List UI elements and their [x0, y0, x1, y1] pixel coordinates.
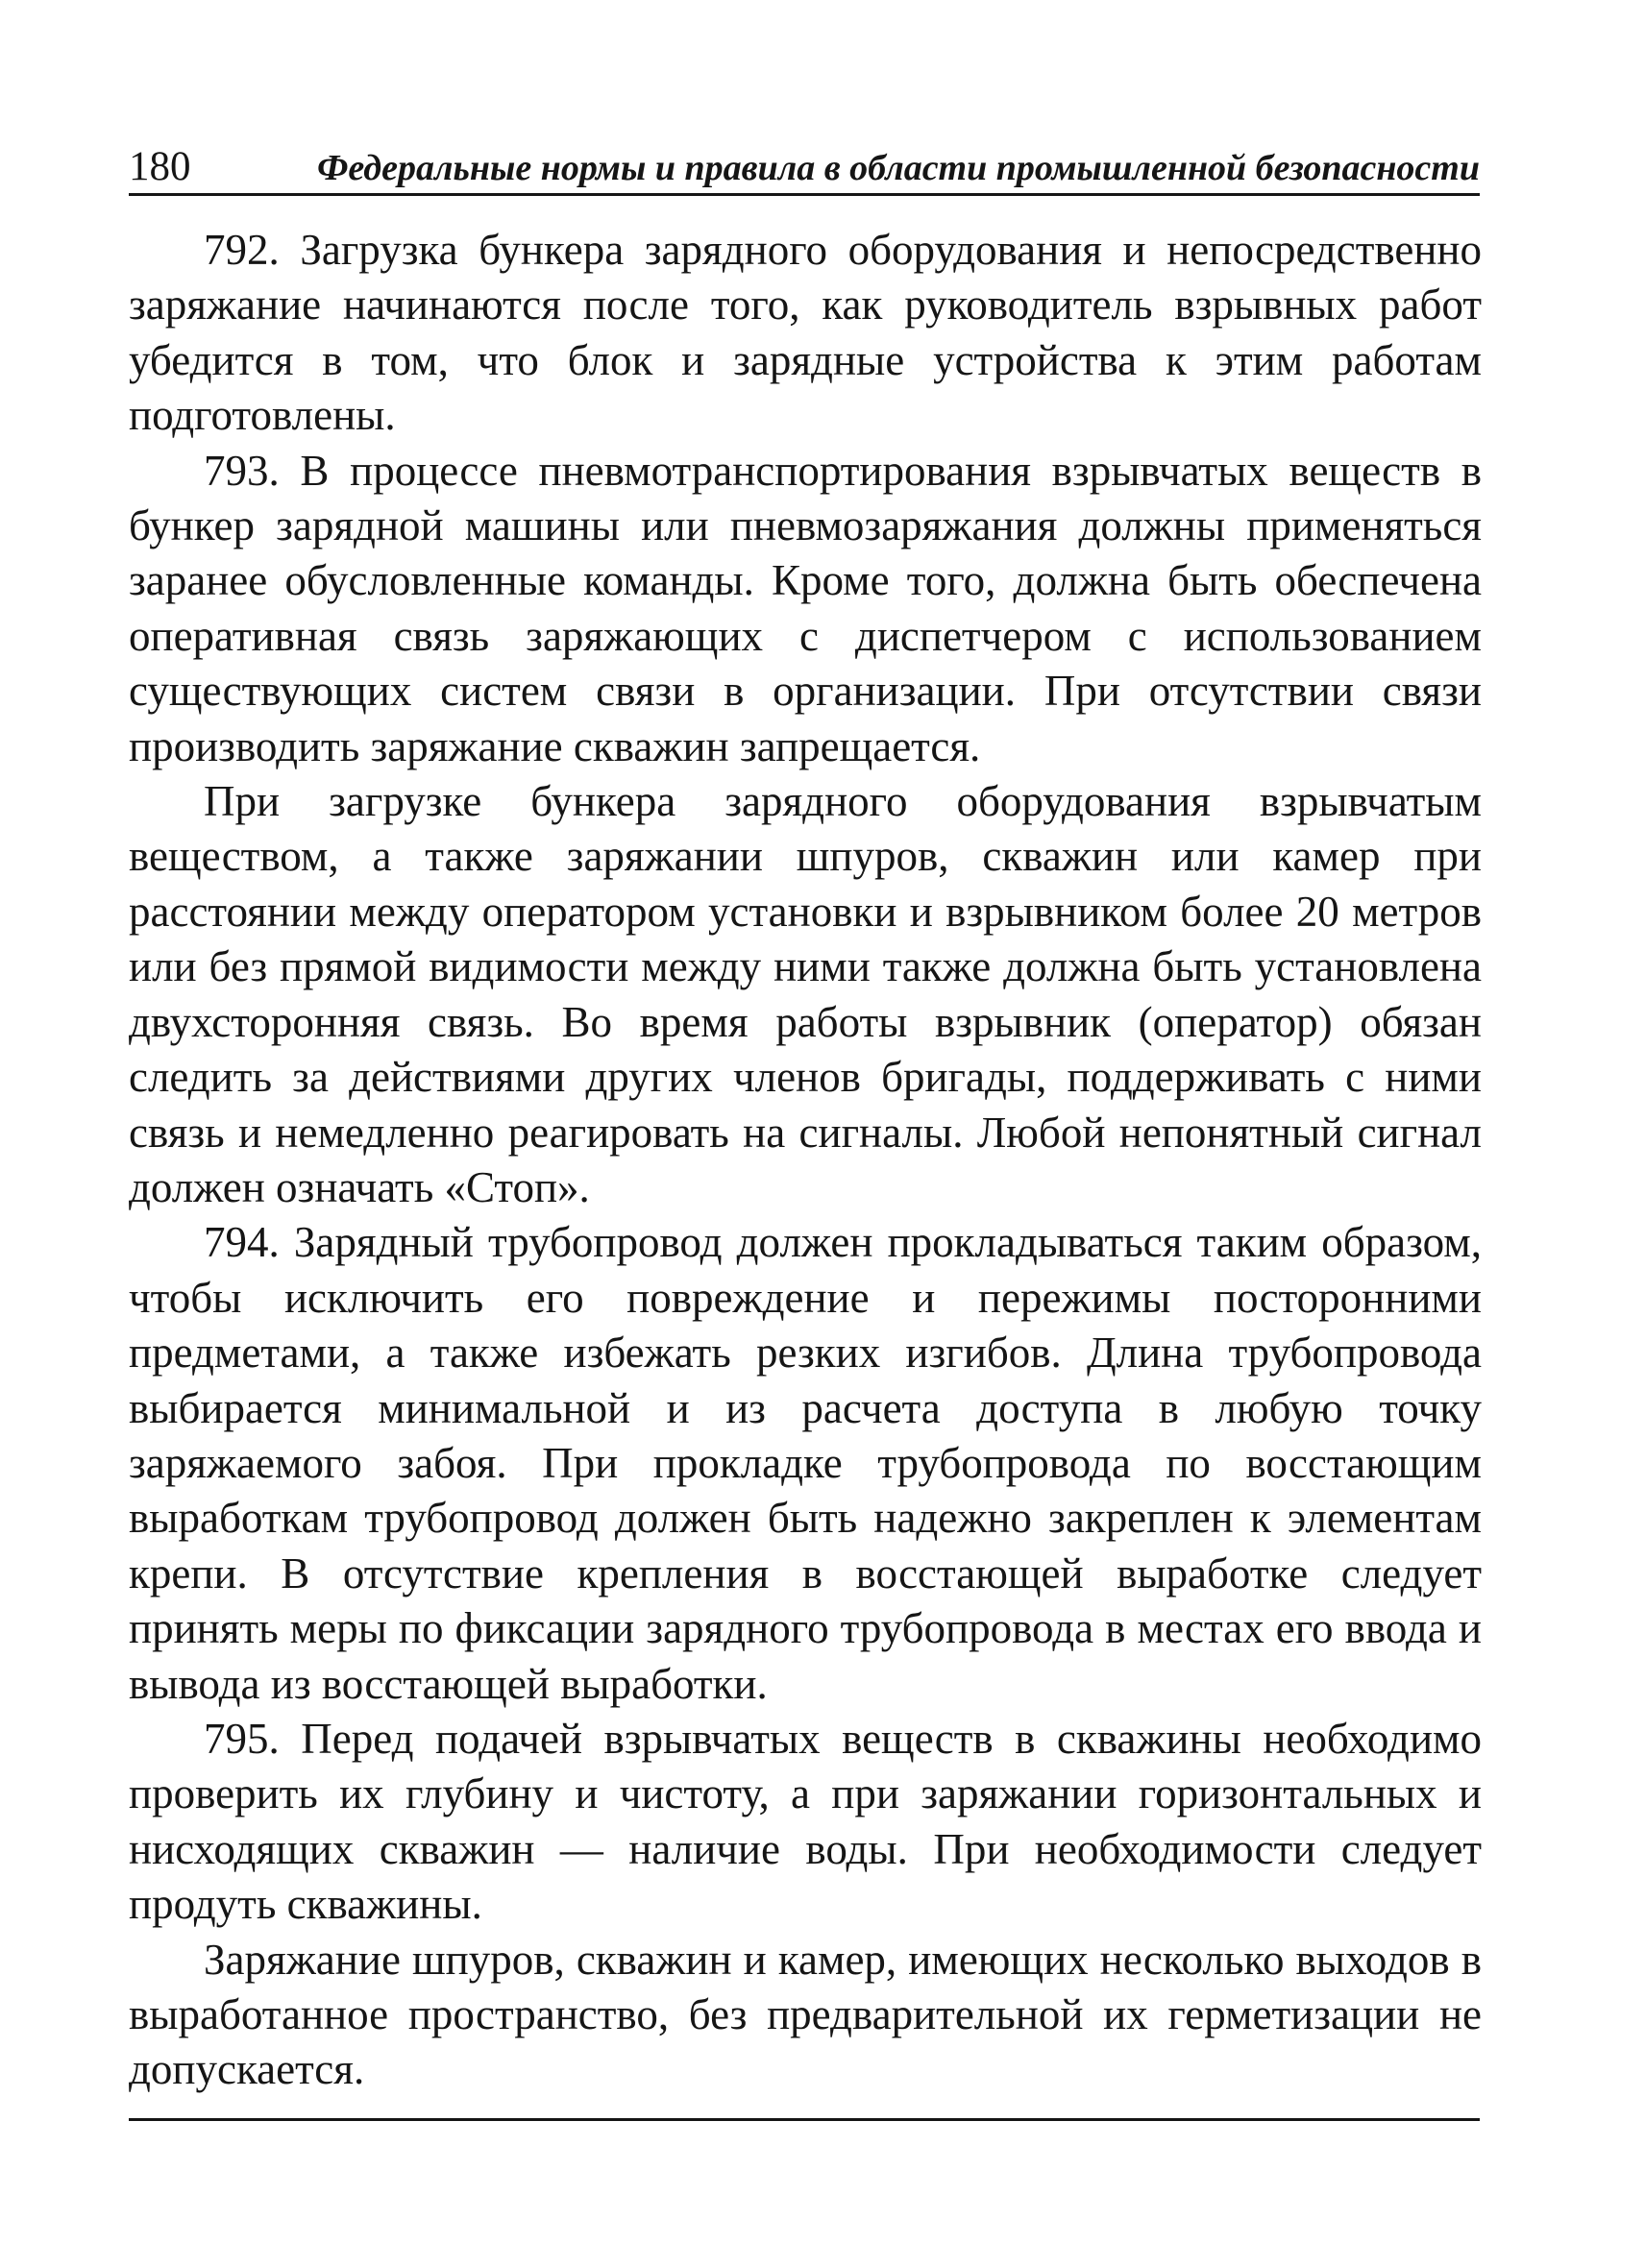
page-number: 180: [129, 144, 191, 189]
paragraph-795: 795. Перед подачей взрывчатых веществ в скважины необходимо проверить их глубину и чистоту, а при заряжании горизонтальных и нисходящих скважин — наличие воды. При необходимости следует продуть скважины.: [129, 1714, 1482, 1929]
paragraph-793-continuation: При загрузке бункера зарядного оборудования взрывчатым веществом, а также заряжании шпуров, скважин или камер при расстоянии между оператором установки и взрывником более 20 метров или без прямой видимости между ними также должна быть установлена двухсторонняя связь. Во время работы взрывник (оператор) обязан следить за действиями других членов бригады, поддерживать с ними связь и немедленно реагировать на сигналы. Любой непонятный сигнал должен означать «Стоп».: [129, 777, 1482, 1211]
paragraph-792: 792. Загрузка бункера зарядного оборудования и непосредственно заряжание начинаются после того, как руководитель взрывных работ убедится в том, что блок и зарядные устройства к этим работам подготовлены.: [129, 226, 1482, 440]
paragraph-793: 793. В процессе пневмотранспортирования взрывчатых веществ в бункер зарядной машины или пневмозаряжания должны применяться заранее обусловленные команды. Кроме того, должна быть обеспечена оперативная связь заряжающих с диспетчером с использованием существующих систем связи в организации. При отсутствии связи производить заряжание скважин запрещается.: [129, 446, 1482, 770]
bottom-divider: [129, 2118, 1480, 2121]
paragraph-794: 794. Зарядный трубопровод должен прокладываться таким образом, чтобы исключить его повреждение и пережимы посторонними предметами, а также избежать резких изгибов. Длина трубопровода выбирается минимальной и из расчета доступа в любую точку заряжаемого забоя. При прокладке трубопровода по восстающим выработкам трубопровод должен быть надежно закреплен к элементам крепи. В отсутствие крепления в восстающей выработке следует принять меры по фиксации зарядного трубопровода в местах его ввода и вывода из восстающей выработки.: [129, 1218, 1482, 1708]
running-header: [129, 142, 1480, 196]
body-text: [129, 223, 1482, 2098]
paragraph-795-continuation: Заряжание шпуров, скважин и камер, имеющих несколько выходов в выработанное пространство, без предварительной их герметизации не допускается.: [129, 1935, 1482, 2094]
running-header-title: Федеральные нормы и правила в области промышленной безопасности: [317, 148, 1480, 188]
